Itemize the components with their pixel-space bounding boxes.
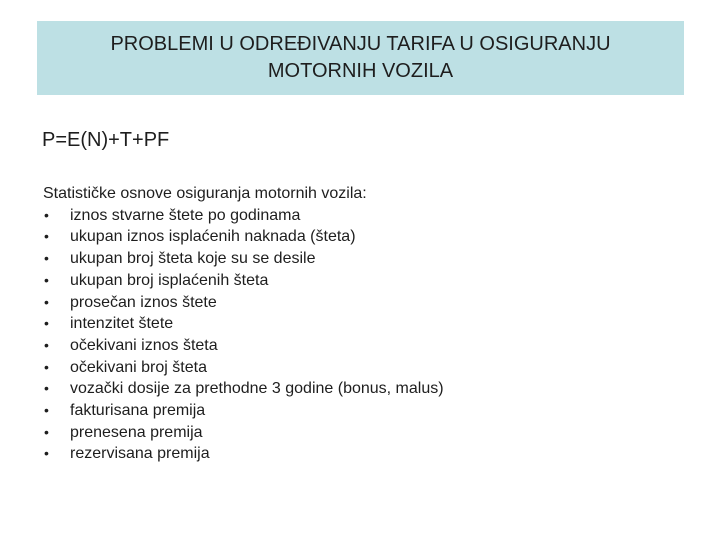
list-item-text: rezervisana premija xyxy=(70,445,210,463)
list-item xyxy=(43,226,683,248)
bullet-icon: • xyxy=(44,206,49,223)
bullet-icon: • xyxy=(44,358,49,375)
list-item-text: očekivani iznos šteta xyxy=(70,336,218,354)
list-item-text: ukupan broj isplaćenih šteta xyxy=(70,271,269,289)
slide-title-box xyxy=(37,21,684,95)
list-item-text: očekivani broj šteta xyxy=(70,358,207,376)
list-item xyxy=(43,422,683,444)
list-item-text: ukupan broj šteta koje su se desile xyxy=(70,250,316,268)
list-item-text: prenesena premija xyxy=(70,423,203,441)
bullet-icon: • xyxy=(44,293,49,310)
list-item-text: intenzitet štete xyxy=(70,315,174,333)
bullet-icon: • xyxy=(44,336,49,353)
list-item xyxy=(43,443,683,465)
statistics-heading: Statističke osnove osiguranja motornih vozila: xyxy=(43,185,367,202)
bullet-icon: • xyxy=(44,380,49,397)
list-item xyxy=(43,205,683,227)
list-item xyxy=(43,378,683,400)
statistics-list xyxy=(43,205,683,465)
list-item xyxy=(43,292,683,314)
bullet-icon: • xyxy=(44,423,49,440)
slide-title-line-2: MOTORNIH VOZILA xyxy=(267,60,454,82)
slide-title-line-1: PROBLEMI U ODREĐIVANJU TARIFA U OSIGURANJU xyxy=(110,33,611,55)
bullet-icon: • xyxy=(44,271,49,288)
list-item xyxy=(43,357,683,379)
list-item xyxy=(43,248,683,270)
premium-formula: P=E(N)+T+PF xyxy=(42,129,170,151)
list-item xyxy=(43,270,683,292)
statistics-section xyxy=(43,183,683,465)
bullet-icon: • xyxy=(44,250,49,267)
list-item-text: ukupan iznos isplaćenih naknada (šteta) xyxy=(70,228,356,246)
list-item xyxy=(43,400,683,422)
list-item-text: vozački dosije za prethodne 3 godine (bonus, malus) xyxy=(70,380,444,398)
list-item xyxy=(43,313,683,335)
list-item-text: iznos stvarne štete po godinama xyxy=(70,206,301,224)
bullet-icon: • xyxy=(44,402,49,419)
list-item-text: fakturisana premija xyxy=(70,402,206,420)
list-item xyxy=(43,335,683,357)
list-item-text: prosečan iznos štete xyxy=(70,293,217,311)
bullet-icon: • xyxy=(44,445,49,462)
bullet-icon: • xyxy=(44,228,49,245)
bullet-icon: • xyxy=(44,315,49,332)
